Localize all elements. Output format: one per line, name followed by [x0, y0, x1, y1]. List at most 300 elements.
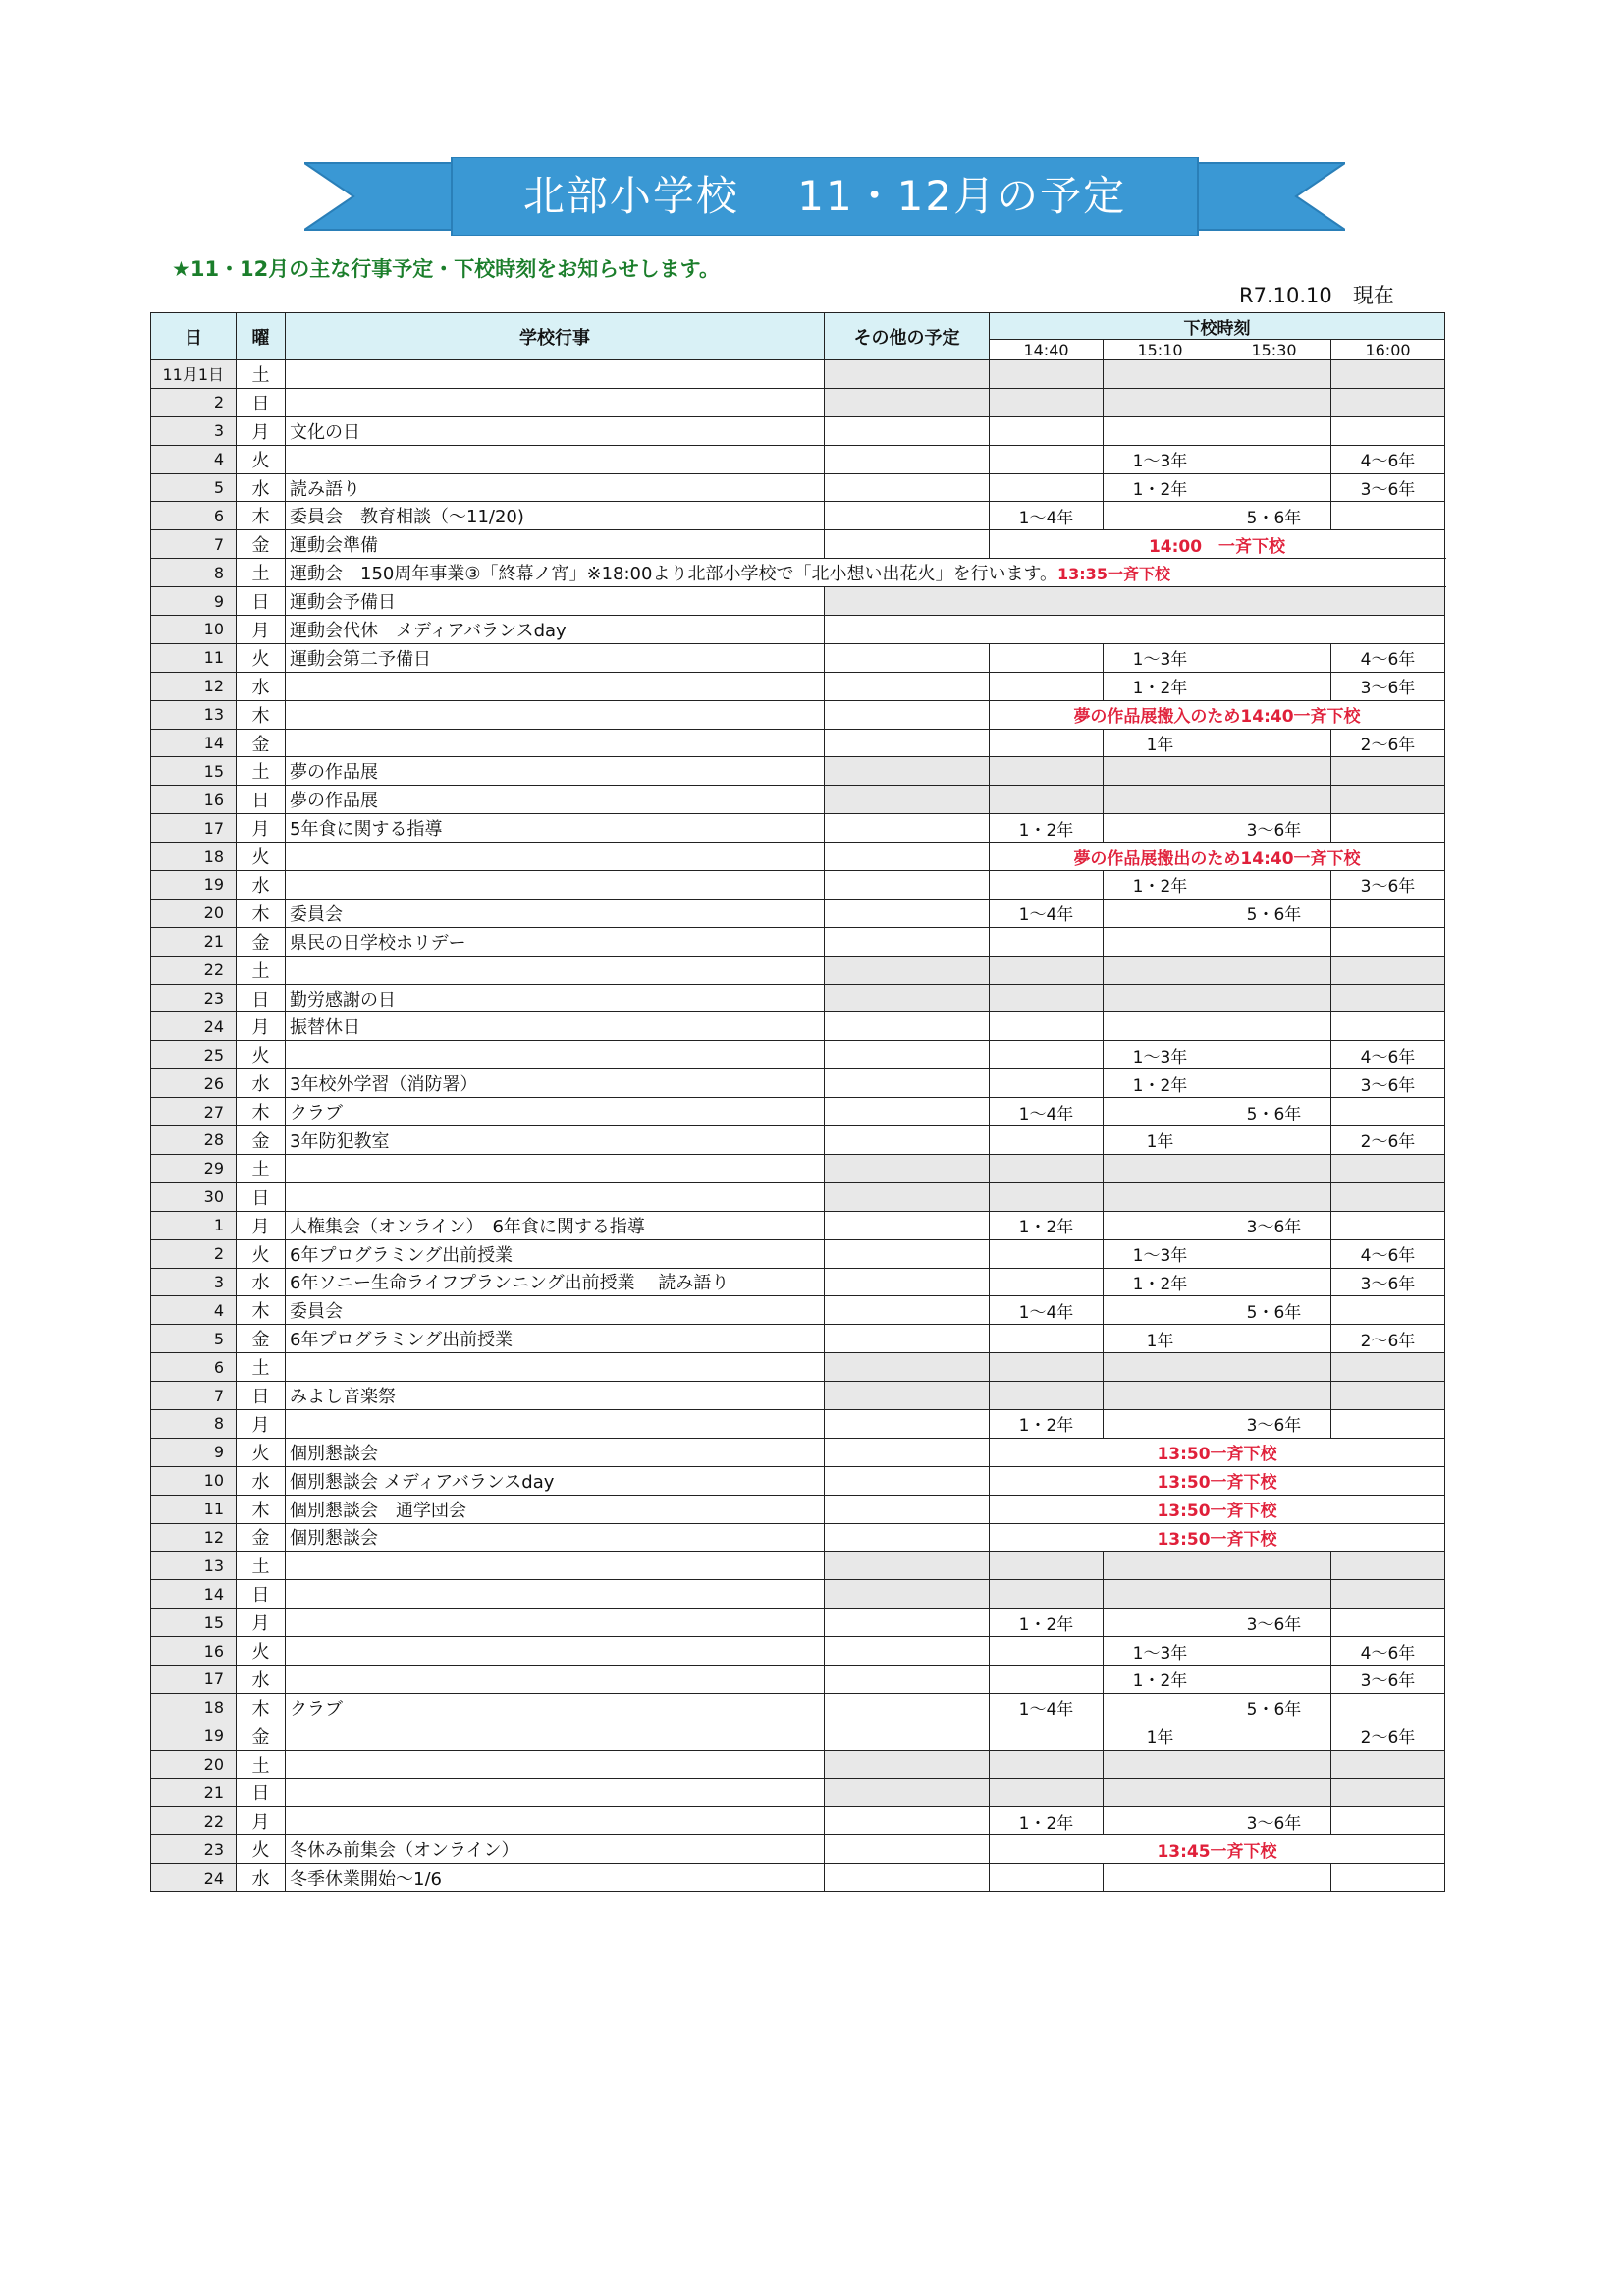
- day-cell: 28: [151, 1126, 237, 1155]
- event-cell: [286, 1722, 825, 1750]
- event-cell: [286, 1580, 825, 1609]
- table-row: [151, 1126, 1445, 1155]
- event-cell: 人権集会（オンライン） 6年食に関する指導: [286, 1211, 825, 1239]
- time-cell: [1331, 1211, 1445, 1239]
- day-cell: 16: [151, 786, 237, 814]
- time-cell: 1～4年: [990, 1098, 1104, 1126]
- weekday-cell: 土: [237, 559, 286, 587]
- empty-merged-cell: [825, 587, 1445, 616]
- day-cell: 30: [151, 1182, 237, 1211]
- time-cell: [1217, 1580, 1331, 1609]
- table-row: [151, 927, 1445, 956]
- time-cell: [1104, 388, 1217, 416]
- time-cell: [1217, 786, 1331, 814]
- table-row: [151, 502, 1445, 530]
- other-cell: [825, 672, 990, 700]
- weekday-cell: 水: [237, 1069, 286, 1098]
- day-cell: 18: [151, 843, 237, 871]
- other-cell: [825, 1268, 990, 1296]
- weekday-cell: 月: [237, 1807, 286, 1835]
- other-cell: [825, 1211, 990, 1239]
- other-cell: [825, 843, 990, 871]
- table-row: [151, 672, 1445, 700]
- table-row: [151, 473, 1445, 502]
- day-cell: 11月1日: [151, 360, 237, 389]
- weekday-cell: 水: [237, 1268, 286, 1296]
- day-cell: 23: [151, 984, 237, 1012]
- time-cell: [990, 984, 1104, 1012]
- time-cell: [1104, 1864, 1217, 1892]
- time-cell: 1～4年: [990, 899, 1104, 927]
- time-cell: [1331, 1296, 1445, 1325]
- time-cell: [1104, 416, 1217, 445]
- table-row: [151, 1778, 1445, 1807]
- event-cell: 運動会準備: [286, 530, 825, 559]
- table-row: [151, 1382, 1445, 1410]
- time-cell: [990, 1722, 1104, 1750]
- time-cell: [990, 1126, 1104, 1155]
- weekday-cell: 火: [237, 1041, 286, 1069]
- other-cell: [825, 1778, 990, 1807]
- weekday-cell: 月: [237, 1012, 286, 1041]
- day-cell: 27: [151, 1098, 237, 1126]
- event-cell: [286, 1665, 825, 1693]
- time-cell: 4～6年: [1331, 1239, 1445, 1268]
- table-row: [151, 899, 1445, 927]
- day-cell: 17: [151, 1665, 237, 1693]
- time-cell: [1217, 388, 1331, 416]
- time-cell: 3～6年: [1331, 473, 1445, 502]
- time-cell: [1104, 1382, 1217, 1410]
- weekday-cell: 水: [237, 1466, 286, 1495]
- table-row: [151, 871, 1445, 900]
- day-cell: 21: [151, 1778, 237, 1807]
- event-cell: 運動会第二予備日: [286, 643, 825, 672]
- time-cell: 1年: [1104, 1325, 1217, 1353]
- time-cell: [1217, 1665, 1331, 1693]
- other-cell: [825, 1325, 990, 1353]
- event-cell: 勤労感謝の日: [286, 984, 825, 1012]
- weekday-cell: 木: [237, 1693, 286, 1722]
- day-cell: 21: [151, 927, 237, 956]
- time-cell: [1104, 927, 1217, 956]
- time-cell: [1104, 1098, 1217, 1126]
- time-cell: 1・2年: [1104, 672, 1217, 700]
- time-cell: [1104, 1154, 1217, 1182]
- time-cell: [1331, 1098, 1445, 1126]
- time-cell: [990, 956, 1104, 984]
- time-cell: [1217, 1750, 1331, 1778]
- day-cell: 11: [151, 1495, 237, 1523]
- time-cell: [1331, 1750, 1445, 1778]
- time-cell: [990, 1069, 1104, 1098]
- time-cell: 3～6年: [1217, 1211, 1331, 1239]
- time-cell: [1217, 1325, 1331, 1353]
- event-cell: 個別懇談会: [286, 1523, 825, 1552]
- table-row: [151, 1580, 1445, 1609]
- day-cell: 9: [151, 1438, 237, 1466]
- event-cell: 委員会: [286, 1296, 825, 1325]
- event-cell: [286, 1552, 825, 1580]
- time-cell: 1～3年: [1104, 445, 1217, 473]
- event-cell: [286, 360, 825, 389]
- dismissal-notice: 夢の作品展搬出のため14:40一斉下校: [990, 843, 1445, 871]
- time-cell: [990, 1665, 1104, 1693]
- other-cell: [825, 1637, 990, 1666]
- time-cell: [1217, 1268, 1331, 1296]
- day-cell: 19: [151, 871, 237, 900]
- other-cell: [825, 1609, 990, 1637]
- header-event: 学校行事: [286, 313, 825, 360]
- time-cell: 1～4年: [990, 1296, 1104, 1325]
- weekday-cell: 木: [237, 899, 286, 927]
- day-cell: 2: [151, 1239, 237, 1268]
- other-cell: [825, 1012, 990, 1041]
- other-cell: [825, 1750, 990, 1778]
- event-cell: [286, 672, 825, 700]
- day-cell: 15: [151, 757, 237, 786]
- day-cell: 4: [151, 1296, 237, 1325]
- weekday-cell: 月: [237, 814, 286, 843]
- time-cell: 5・6年: [1217, 1098, 1331, 1126]
- time-cell: [990, 1325, 1104, 1353]
- title-banner: [304, 157, 1345, 236]
- weekday-cell: 木: [237, 1296, 286, 1325]
- other-cell: [825, 956, 990, 984]
- time-cell: [1217, 473, 1331, 502]
- other-cell: [825, 473, 990, 502]
- day-cell: 25: [151, 1041, 237, 1069]
- event-cell: [286, 1637, 825, 1666]
- event-cell: 冬休み前集会（オンライン）: [286, 1835, 825, 1864]
- time-cell: [1217, 1182, 1331, 1211]
- time-cell: [990, 1182, 1104, 1211]
- weekday-cell: 日: [237, 587, 286, 616]
- time-cell: [1331, 1012, 1445, 1041]
- time-cell: [1331, 1609, 1445, 1637]
- day-cell: 4: [151, 445, 237, 473]
- event-cell: 文化の日: [286, 416, 825, 445]
- time-cell: 1・2年: [1104, 1069, 1217, 1098]
- event-cell: [286, 1409, 825, 1438]
- table-row: [151, 843, 1445, 871]
- day-cell: 22: [151, 1807, 237, 1835]
- weekday-cell: 金: [237, 1722, 286, 1750]
- time-cell: [1331, 388, 1445, 416]
- table-row: [151, 1750, 1445, 1778]
- time-cell: [990, 473, 1104, 502]
- day-cell: 17: [151, 814, 237, 843]
- other-cell: [825, 1098, 990, 1126]
- table-row: [151, 1154, 1445, 1182]
- time-cell: 4～6年: [1331, 1637, 1445, 1666]
- weekday-cell: 火: [237, 1239, 286, 1268]
- time-cell: [1331, 956, 1445, 984]
- weekday-cell: 月: [237, 1609, 286, 1637]
- time-cell: [1331, 1154, 1445, 1182]
- other-cell: [825, 1239, 990, 1268]
- other-cell: [825, 1835, 990, 1864]
- time-cell: [990, 1382, 1104, 1410]
- schedule-table: [150, 312, 1445, 1892]
- time-cell: [990, 1778, 1104, 1807]
- time-cell: [1331, 899, 1445, 927]
- time-cell: 5・6年: [1217, 1296, 1331, 1325]
- dismissal-notice: 13:50一斉下校: [990, 1438, 1445, 1466]
- header-row: [151, 313, 1445, 340]
- table-row: [151, 1438, 1445, 1466]
- time-cell: [1331, 786, 1445, 814]
- weekday-cell: 月: [237, 1409, 286, 1438]
- time-cell: 4～6年: [1331, 445, 1445, 473]
- day-cell: 13: [151, 1552, 237, 1580]
- event-cell: クラブ: [286, 1098, 825, 1126]
- event-cell: クラブ: [286, 1693, 825, 1722]
- time-cell: [1217, 1154, 1331, 1182]
- weekday-cell: 火: [237, 1637, 286, 1666]
- time-cell: 1年: [1104, 729, 1217, 757]
- time-cell: 3～6年: [1217, 1609, 1331, 1637]
- weekday-cell: 火: [237, 445, 286, 473]
- other-cell: [825, 1523, 990, 1552]
- dismissal-notice: 13:50一斉下校: [990, 1466, 1445, 1495]
- other-cell: [825, 502, 990, 530]
- time-cell: 1・2年: [1104, 1665, 1217, 1693]
- weekday-cell: 土: [237, 360, 286, 389]
- table-row: [151, 1182, 1445, 1211]
- weekday-cell: 火: [237, 1438, 286, 1466]
- other-cell: [825, 757, 990, 786]
- weekday-cell: 火: [237, 1835, 286, 1864]
- table-row: [151, 1325, 1445, 1353]
- event-cell: 振替休日: [286, 1012, 825, 1041]
- time-cell: 1～3年: [1104, 643, 1217, 672]
- weekday-cell: 土: [237, 1154, 286, 1182]
- time-cell: [990, 1268, 1104, 1296]
- weekday-cell: 日: [237, 1382, 286, 1410]
- day-cell: 14: [151, 1580, 237, 1609]
- time-cell: 1～3年: [1104, 1239, 1217, 1268]
- other-cell: [825, 388, 990, 416]
- time-cell: [1104, 502, 1217, 530]
- other-cell: [825, 1552, 990, 1580]
- day-cell: 8: [151, 559, 237, 587]
- table-row: [151, 1069, 1445, 1098]
- day-cell: 6: [151, 1353, 237, 1382]
- day-cell: 26: [151, 1069, 237, 1098]
- event-cell: [286, 1807, 825, 1835]
- dismissal-notice: 13:50一斉下校: [990, 1523, 1445, 1552]
- time-cell: [1217, 1864, 1331, 1892]
- weekday-cell: 土: [237, 956, 286, 984]
- time-cell: [990, 445, 1104, 473]
- time-cell: 2～6年: [1331, 1325, 1445, 1353]
- time-cell: [990, 1637, 1104, 1666]
- time-cell: [1217, 956, 1331, 984]
- time-cell: 2～6年: [1331, 729, 1445, 757]
- time-cell: [1331, 814, 1445, 843]
- table-row: [151, 643, 1445, 672]
- event-cell: 個別懇談会 通学団会: [286, 1495, 825, 1523]
- table-row: [151, 1353, 1445, 1382]
- table-row: [151, 757, 1445, 786]
- header-dismissal: 下校時刻: [990, 313, 1445, 340]
- event-cell: 夢の作品展: [286, 757, 825, 786]
- time-cell: [990, 1239, 1104, 1268]
- time-cell: [1217, 643, 1331, 672]
- table-row: [151, 445, 1445, 473]
- empty-merged-cell: [825, 616, 1445, 644]
- other-cell: [825, 984, 990, 1012]
- weekday-cell: 金: [237, 1126, 286, 1155]
- time-cell: [1217, 1637, 1331, 1666]
- event-cell: [286, 1353, 825, 1382]
- time-cell: [1217, 1382, 1331, 1410]
- time-cell: [1217, 729, 1331, 757]
- time-cell: 1年: [1104, 1126, 1217, 1155]
- other-cell: [825, 1409, 990, 1438]
- other-cell: [825, 416, 990, 445]
- header-weekday: 曜: [237, 313, 286, 360]
- time-cell: [1104, 1211, 1217, 1239]
- table-row: [151, 530, 1445, 559]
- time-cell: [1104, 1693, 1217, 1722]
- time-cell: [1104, 757, 1217, 786]
- other-cell: [825, 814, 990, 843]
- table-row: [151, 700, 1445, 729]
- event-cell: [286, 843, 825, 871]
- table-row: [151, 1722, 1445, 1750]
- time-cell: [1331, 416, 1445, 445]
- day-cell: 29: [151, 1154, 237, 1182]
- event-cell: [286, 1041, 825, 1069]
- time-cell: 3～6年: [1331, 1665, 1445, 1693]
- time-cell: [1217, 672, 1331, 700]
- other-cell: [825, 1353, 990, 1382]
- header-other: その他の予定: [825, 313, 990, 360]
- time-cell: 1・2年: [1104, 1268, 1217, 1296]
- weekday-cell: 土: [237, 1552, 286, 1580]
- table-row: [151, 1552, 1445, 1580]
- day-cell: 11: [151, 643, 237, 672]
- other-cell: [825, 700, 990, 729]
- time-cell: [1217, 757, 1331, 786]
- time-cell: 1・2年: [990, 1409, 1104, 1438]
- day-cell: 13: [151, 700, 237, 729]
- time-cell: 1年: [1104, 1722, 1217, 1750]
- weekday-cell: 金: [237, 530, 286, 559]
- other-cell: [825, 1041, 990, 1069]
- table-row: [151, 1012, 1445, 1041]
- other-cell: [825, 1580, 990, 1609]
- other-cell: [825, 1693, 990, 1722]
- day-cell: 6: [151, 502, 237, 530]
- time-cell: [1217, 927, 1331, 956]
- time-cell: [990, 643, 1104, 672]
- day-cell: 7: [151, 530, 237, 559]
- table-row: [151, 1835, 1445, 1864]
- weekday-cell: 水: [237, 1665, 286, 1693]
- time-cell: [1217, 1126, 1331, 1155]
- other-cell: [825, 1126, 990, 1155]
- event-cell: [286, 956, 825, 984]
- time-cell: [1331, 1693, 1445, 1722]
- day-cell: 2: [151, 388, 237, 416]
- weekday-cell: 木: [237, 502, 286, 530]
- time-cell: [1331, 502, 1445, 530]
- time-cell: [990, 1864, 1104, 1892]
- other-cell: [825, 1382, 990, 1410]
- other-cell: [825, 786, 990, 814]
- time-cell: [1217, 1012, 1331, 1041]
- table-row: [151, 1041, 1445, 1069]
- table-row: [151, 559, 1445, 587]
- time-cell: [1217, 1778, 1331, 1807]
- other-cell: [825, 1069, 990, 1098]
- time-cell: 1・2年: [1104, 473, 1217, 502]
- event-cell: 冬季休業開始～1/6: [286, 1864, 825, 1892]
- weekday-cell: 日: [237, 1580, 286, 1609]
- weekday-cell: 土: [237, 757, 286, 786]
- header-time: 15:30: [1217, 340, 1331, 360]
- dismissal-notice: 13:35一斉下校: [1057, 565, 1170, 584]
- day-cell: 5: [151, 473, 237, 502]
- weekday-cell: 水: [237, 672, 286, 700]
- table-row: [151, 1239, 1445, 1268]
- weekday-cell: 月: [237, 616, 286, 644]
- weekday-cell: 水: [237, 1864, 286, 1892]
- weekday-cell: 月: [237, 416, 286, 445]
- day-cell: 5: [151, 1325, 237, 1353]
- event-cell: [286, 445, 825, 473]
- event-cell: 県民の日学校ホリデー: [286, 927, 825, 956]
- table-row: [151, 388, 1445, 416]
- day-cell: 1: [151, 1211, 237, 1239]
- time-cell: [1331, 984, 1445, 1012]
- event-text: 運動会 150周年事業③「終幕ノ宵」※18:00より北部小学校で「北小想い出花火」を行います。: [290, 564, 1058, 585]
- other-cell: [825, 729, 990, 757]
- time-cell: [1104, 1296, 1217, 1325]
- time-cell: [1331, 1409, 1445, 1438]
- day-cell: 24: [151, 1864, 237, 1892]
- table-row: [151, 1466, 1445, 1495]
- table-row: [151, 1693, 1445, 1722]
- event-cell: 個別懇談会 メディアバランスday: [286, 1466, 825, 1495]
- time-cell: 3～6年: [1331, 1069, 1445, 1098]
- time-cell: [1331, 1382, 1445, 1410]
- day-cell: 7: [151, 1382, 237, 1410]
- time-cell: [1217, 984, 1331, 1012]
- day-cell: 8: [151, 1409, 237, 1438]
- event-cell: [286, 1750, 825, 1778]
- other-cell: [825, 530, 990, 559]
- time-cell: [990, 1154, 1104, 1182]
- header-time: 14:40: [990, 340, 1104, 360]
- time-cell: [1104, 1409, 1217, 1438]
- time-cell: 5・6年: [1217, 899, 1331, 927]
- table-row: [151, 1864, 1445, 1892]
- table-row: [151, 1409, 1445, 1438]
- table-row: [151, 956, 1445, 984]
- day-cell: 15: [151, 1609, 237, 1637]
- time-cell: [990, 757, 1104, 786]
- event-cell: [286, 729, 825, 757]
- header-time: 16:00: [1331, 340, 1445, 360]
- dismissal-notice: 夢の作品展搬入のため14:40一斉下校: [990, 700, 1445, 729]
- day-cell: 23: [151, 1835, 237, 1864]
- time-cell: [1331, 1182, 1445, 1211]
- time-cell: 1・2年: [990, 1211, 1104, 1239]
